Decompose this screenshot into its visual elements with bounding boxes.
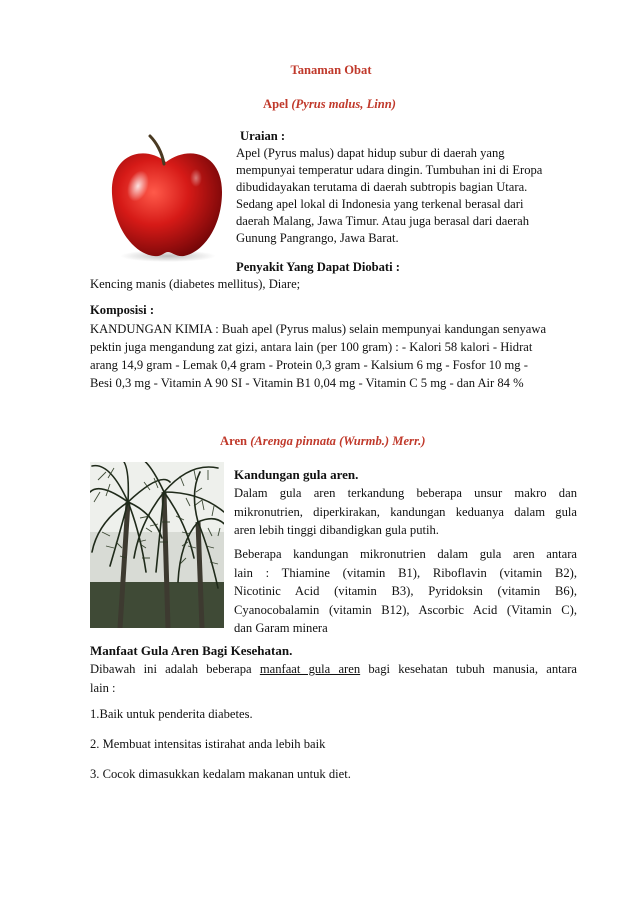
komposisi-line: pektin juga mengandung zat gizi, antara lain (per 100 gram) : - Kalori 58 kalori - Hidrat [90, 340, 533, 354]
mikronutrien-line: Cyanocobalamin (vitamin B12), Ascorbic Acid (Vitamin C), [234, 602, 577, 617]
uraian-line: mempunyai temperatur udara dingin. Tumbuhan ini di Eropa [236, 163, 543, 177]
mikronutrien-line: Beberapa kandungan mikronutrien dalam gula aren antara [234, 547, 577, 561]
mikronutrien-line: lain : Thiamine (vitamin B1), Riboflavin (vitamin B2), [234, 565, 577, 580]
uraian-line: daerah Malang, Jawa Timur. Atau juga berasal dari daerah [236, 214, 530, 228]
penyakit-text: Kencing manis (diabetes mellitus), Diare; [90, 277, 301, 291]
manfaat-intro-text: bagi kesehatan tubuh manusia, antara [360, 662, 577, 676]
manfaat-point-1: 1.Baik untuk penderita diabetes. [90, 707, 253, 721]
komposisi-label: Komposisi : [90, 303, 155, 317]
manfaat-gula-aren-link[interactable]: manfaat gula aren [259, 662, 361, 676]
manfaat-intro-line: lain : [90, 681, 116, 695]
komposisi-line: KANDUNGAN KIMIA : Buah apel (Pyrus malus) selain mempunyai kandungan senyawa [90, 322, 547, 336]
uraian-line: Sedang apel lokal di Indonesia yang terkenal berasal dari [236, 197, 524, 211]
manfaat-intro-line [90, 660, 577, 679]
kandungan-line: aren lebih tinggi dibandigkan gula putih. [234, 523, 439, 537]
manfaat-label: Manfaat Gula Aren Bagi Kesehatan. [90, 643, 293, 658]
kandungan-text [234, 484, 577, 540]
komposisi-line: arang 14,9 gram - Lemak 0,4 gram - Protein 0,3 gram - Kalsium 6 mg - Fosfor 10 mg - [90, 358, 528, 372]
aren-heading-name: Aren [220, 434, 251, 448]
uraian-line: dibudidayakan terutama di daerah subtropis bagian Utara. [236, 180, 528, 194]
palm-tree-image [90, 462, 224, 628]
apel-heading-name: Apel [263, 97, 292, 111]
aren-heading-latin: (Arenga pinnata (Wurmb.) Merr.) [250, 434, 426, 448]
mikronutrien-line: dan Garam minera [234, 621, 328, 635]
penyakit-label: Penyakit Yang Dapat Diobati : [236, 260, 400, 274]
komposisi-line: Besi 0,3 mg - Vitamin A 90 SI - Vitamin B1 0,04 mg - Vitamin C 5 mg - dan Air 84 % [90, 376, 524, 390]
uraian-line: Gunung Pangrango, Jawa Barat. [236, 231, 399, 245]
uraian-label: Uraian : [240, 129, 286, 143]
manfaat-point-2: 2. Membuat intensitas istirahat anda lebih baik [90, 737, 326, 751]
manfaat-point-3: 3. Cocok dimasukkan kedalam makanan untuk diet. [90, 767, 351, 781]
mikronutrien-line: Nicotinic Acid (vitamin B3), Pyridoksin (vitamin B6), [234, 584, 577, 598]
aren-heading [220, 433, 426, 450]
kandungan-line: mikronutrien, diperkirakan, kandungan keduanya dalam gula [234, 504, 577, 519]
uraian-line: Apel (Pyrus malus) dapat hidup subur di daerah yang [236, 146, 505, 160]
manfaat-intro [90, 660, 577, 698]
page-title: Tanaman Obat [290, 63, 372, 77]
apel-heading-latin: (Pyrus malus, Linn) [291, 97, 396, 111]
kandungan-line: Dalam gula aren terkandung beberapa unsur makro dan [234, 486, 577, 500]
mikronutrien-text [234, 545, 577, 638]
manfaat-intro-text: Dibawah ini adalah beberapa [90, 662, 260, 676]
komposisi-text [90, 320, 546, 392]
apel-heading [263, 96, 396, 113]
uraian-text [236, 145, 542, 247]
apple-image [104, 128, 228, 264]
kandungan-label: Kandungan gula aren. [234, 467, 359, 482]
